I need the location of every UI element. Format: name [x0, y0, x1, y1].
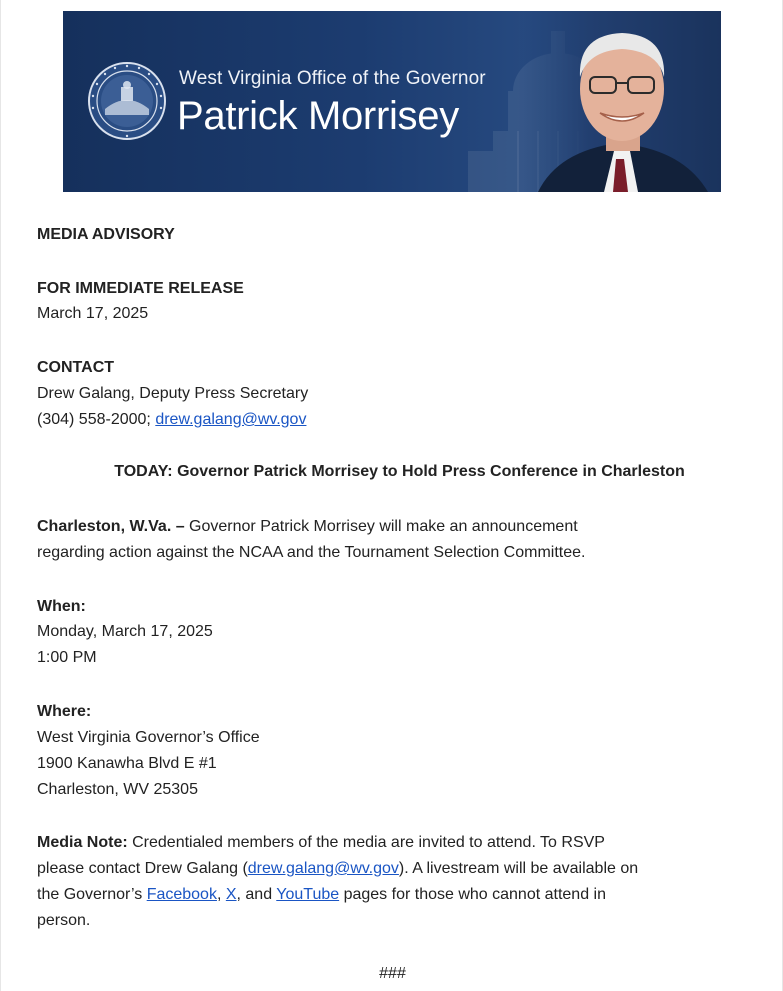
release-label: FOR IMMEDIATE RELEASE: [37, 280, 244, 297]
media-note-text-3b: pages for those who cannot attend in: [339, 886, 606, 903]
x-link[interactable]: X: [225, 886, 237, 903]
contact-phone-email: [37, 407, 757, 433]
headline: TODAY: Governor Patrick Morrisey to Hold Press Conference in Charleston: [114, 463, 685, 480]
lead-paragraph-line-1: [37, 514, 757, 540]
media-note-line-2: [37, 856, 757, 882]
state-seal-icon: [87, 61, 167, 141]
rsvp-email-link[interactable]: drew.galang@wv.gov: [247, 860, 399, 877]
where-label: Where:: [37, 703, 92, 720]
end-mark: ###: [379, 965, 406, 982]
media-note-text-1: Credentialed members of the media are invited to attend. To RSVP: [127, 834, 605, 851]
lead-paragraph-line-2: regarding action against the NCAA and the Tournament Selection Committee.: [37, 544, 586, 561]
where-line-1: West Virginia Governor’s Office: [37, 729, 260, 746]
when-date: Monday, March 17, 2025: [37, 623, 213, 640]
separator-2: , and: [236, 886, 277, 903]
media-note-line-4: person.: [37, 912, 91, 929]
where-line-3: Charleston, WV 25305: [37, 781, 198, 798]
contact-phone: (304) 558-2000;: [37, 411, 156, 428]
release-date: March 17, 2025: [37, 305, 149, 322]
banner-office-title: West Virginia Office of the Governor: [179, 68, 486, 89]
media-note-text-3a: the Governor’s: [37, 886, 147, 903]
media-note-line-3: [37, 882, 757, 908]
contact-email-link[interactable]: drew.galang@wv.gov: [155, 411, 307, 428]
contact-label: CONTACT: [37, 359, 115, 376]
media-note-text-2b: ). A livestream will be available on: [398, 860, 639, 877]
separator-1: ,: [216, 886, 226, 903]
banner-governor-name: Patrick Morrisey: [177, 94, 459, 138]
media-note-text-2a: please contact Drew Galang (: [37, 860, 248, 877]
lead-text-1: Governor Patrick Morrisey will make an announcement: [184, 518, 578, 535]
youtube-link[interactable]: YouTube: [276, 886, 340, 903]
media-note-label: Media Note:: [37, 834, 128, 851]
media-note-line-1: [37, 830, 757, 856]
dateline: Charleston, W.Va. –: [37, 518, 185, 535]
when-time: 1:00 PM: [37, 649, 97, 666]
governor-portrait: [518, 11, 721, 192]
media-advisory-label: MEDIA ADVISORY: [37, 226, 175, 243]
facebook-link[interactable]: Facebook: [146, 886, 217, 903]
contact-name: Drew Galang, Deputy Press Secretary: [37, 385, 309, 402]
header-banner: [63, 11, 721, 192]
where-line-2: 1900 Kanawha Blvd E #1: [37, 755, 217, 772]
when-label: When:: [37, 598, 86, 615]
